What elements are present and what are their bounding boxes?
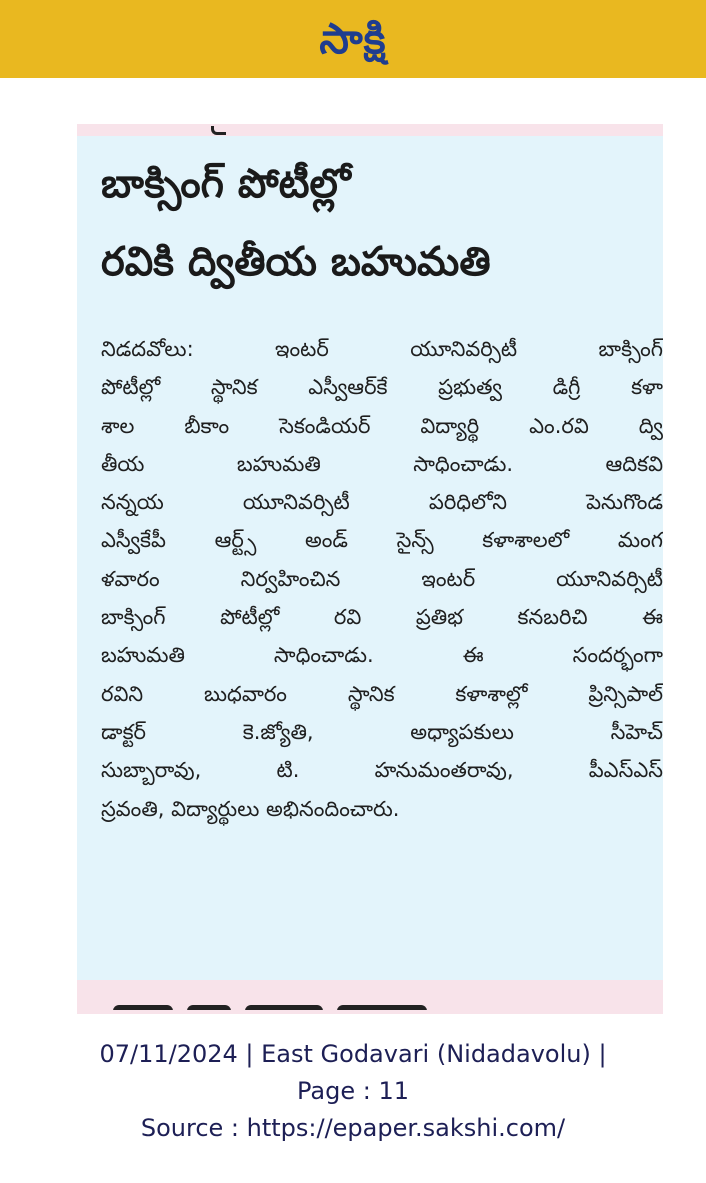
body-line: శాల బీకాం సెకండియర్ విద్యార్థి ఎం.రవి ద్వి xyxy=(101,413,663,438)
body-line: డాక్టర్ కె.జ్యోతి, అధ్యాపకులు సీహెచ్ xyxy=(101,719,663,744)
source-footer xyxy=(0,1036,706,1147)
clipping-bottom-edge xyxy=(77,980,663,1014)
news-clipping xyxy=(77,124,663,1014)
cut-off-glyph xyxy=(211,126,226,135)
masthead-bar xyxy=(0,0,706,78)
date-edition-line: 07/11/2024 | East Godavari (Nidadavolu) | xyxy=(99,1040,607,1068)
body-line: పోటీల్లో స్థానిక ఎస్వీఆర్‌కే ప్రభుత్వ డిగ్రీ కళా xyxy=(101,375,663,400)
source-url-line: Source : https://epaper.sakshi.com/ xyxy=(140,1114,566,1142)
body-line: బాక్సింగ్ పోటీల్లో రవి ప్రతిభ కనబరిచి ఈ xyxy=(101,605,663,630)
body-line: ఎస్వీకేపీ ఆర్ట్స్ అండ్ సైన్స్ కళాశాలలో మంగ xyxy=(101,528,663,553)
body-line: నిడదవోలు: ఇంటర్ యూనివర్సిటీ బాక్సింగ్ xyxy=(101,337,663,361)
headline-line-1: బాక్సింగ్ పోటీల్లో xyxy=(101,161,351,207)
body-line: సుబ్బారావు, టి. హనుమంతరావు, పీఎస్ఎస్ xyxy=(101,758,663,783)
page-number-line: Page : 11 xyxy=(297,1077,409,1105)
body-line: తీయ బహుమతి సాధించాడు. ఆదికవి xyxy=(101,451,663,476)
body-line: ళవారం నిర్వహించిన ఇంటర్ యూనివర్సిటీ xyxy=(101,566,663,591)
body-line: నన్నయ యూనివర్సిటీ పరిధిలోని పెనుగొండ xyxy=(101,490,663,515)
article-body xyxy=(101,330,663,828)
headline-line-2: రవికి ద్వితీయ బహుమతి xyxy=(101,239,491,285)
body-line: స్రవంతి, విద్యార్థులు అభినందించారు. xyxy=(101,796,400,821)
next-headline-cutoff xyxy=(113,996,443,1010)
sakshi-logo: సాక్షి xyxy=(319,14,387,63)
body-line: రవిని బుధవారం స్థానిక కళాశాల్లో ప్రిన్సిపాల్ xyxy=(101,681,663,706)
body-line: బహుమతి సాధించాడు. ఈ సందర్భంగా xyxy=(101,643,663,668)
clipping-top-edge xyxy=(77,124,663,136)
